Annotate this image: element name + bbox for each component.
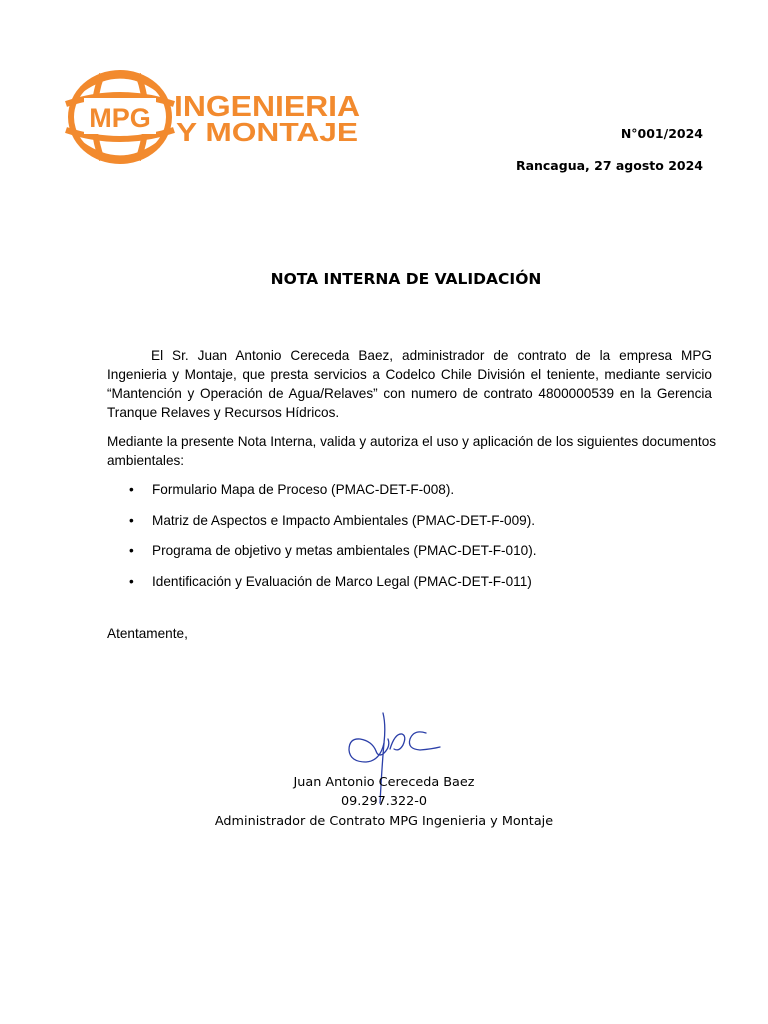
bullet-icon: • [129,482,134,497]
logo-line-1: INGENIERIA [174,91,361,123]
list-item-text: Formulario Mapa de Proceso (PMAC-DET-F-008). [152,482,455,497]
list-item-text: Identificación y Evaluación de Marco Legal (PMAC-DET-F-011) [152,573,532,589]
intro-paragraph [107,346,712,422]
bullet-icon: • [129,512,134,528]
authorization-paragraph: Mediante la presente Nota Interna, valida y autoriza el uso y aplicación de los siguientes documentos ambientales: [107,434,717,468]
bullet-icon: • [129,543,134,558]
logo-mark-text: MPG [89,103,151,133]
intro-paragraph-text: El Sr. Juan Antonio Cereceda Baez, administrador de contrato de la empresa MPG Ingenieria y Montaje, que presta servicios a Codelco Chile División el teniente, mediante servicio “Mantención y Operación de Agua/Relaves” con numero de contrato 4800000539 en la Gerencia Tranque Relaves y Recursos Hídricos. [107,348,712,420]
logo-line-2: Y MONTAJE [176,117,358,147]
document-list [107,480,537,602]
place-date: Rancagua, 27 agosto 2024 [515,158,703,173]
company-logo [62,64,362,170]
handwritten-signature [340,705,450,805]
list-item [107,480,537,511]
list-item [107,511,537,542]
document-title: NOTA INTERNA DE VALIDACIÓN [270,270,542,288]
document-number: N°001/2024 [620,126,703,141]
closing-salutation: Atentamente, [107,626,188,641]
list-item-text: Matriz de Aspectos e Impacto Ambientales (PMAC-DET-F-009). [152,512,536,528]
list-item [107,541,537,572]
signature-graphic [340,705,450,805]
signer-role: Administrador de Contrato MPG Ingenieria y Montaje [214,814,554,829]
list-item [107,572,537,603]
signer-id-number: 09.297.322-0 [340,794,428,809]
signer-name: Juan Antonio Cereceda Baez [293,775,475,790]
logo-graphic [62,64,362,170]
list-item-text: Programa de objetivo y metas ambientales (PMAC-DET-F-010). [152,543,537,558]
bullet-icon: • [129,573,134,589]
